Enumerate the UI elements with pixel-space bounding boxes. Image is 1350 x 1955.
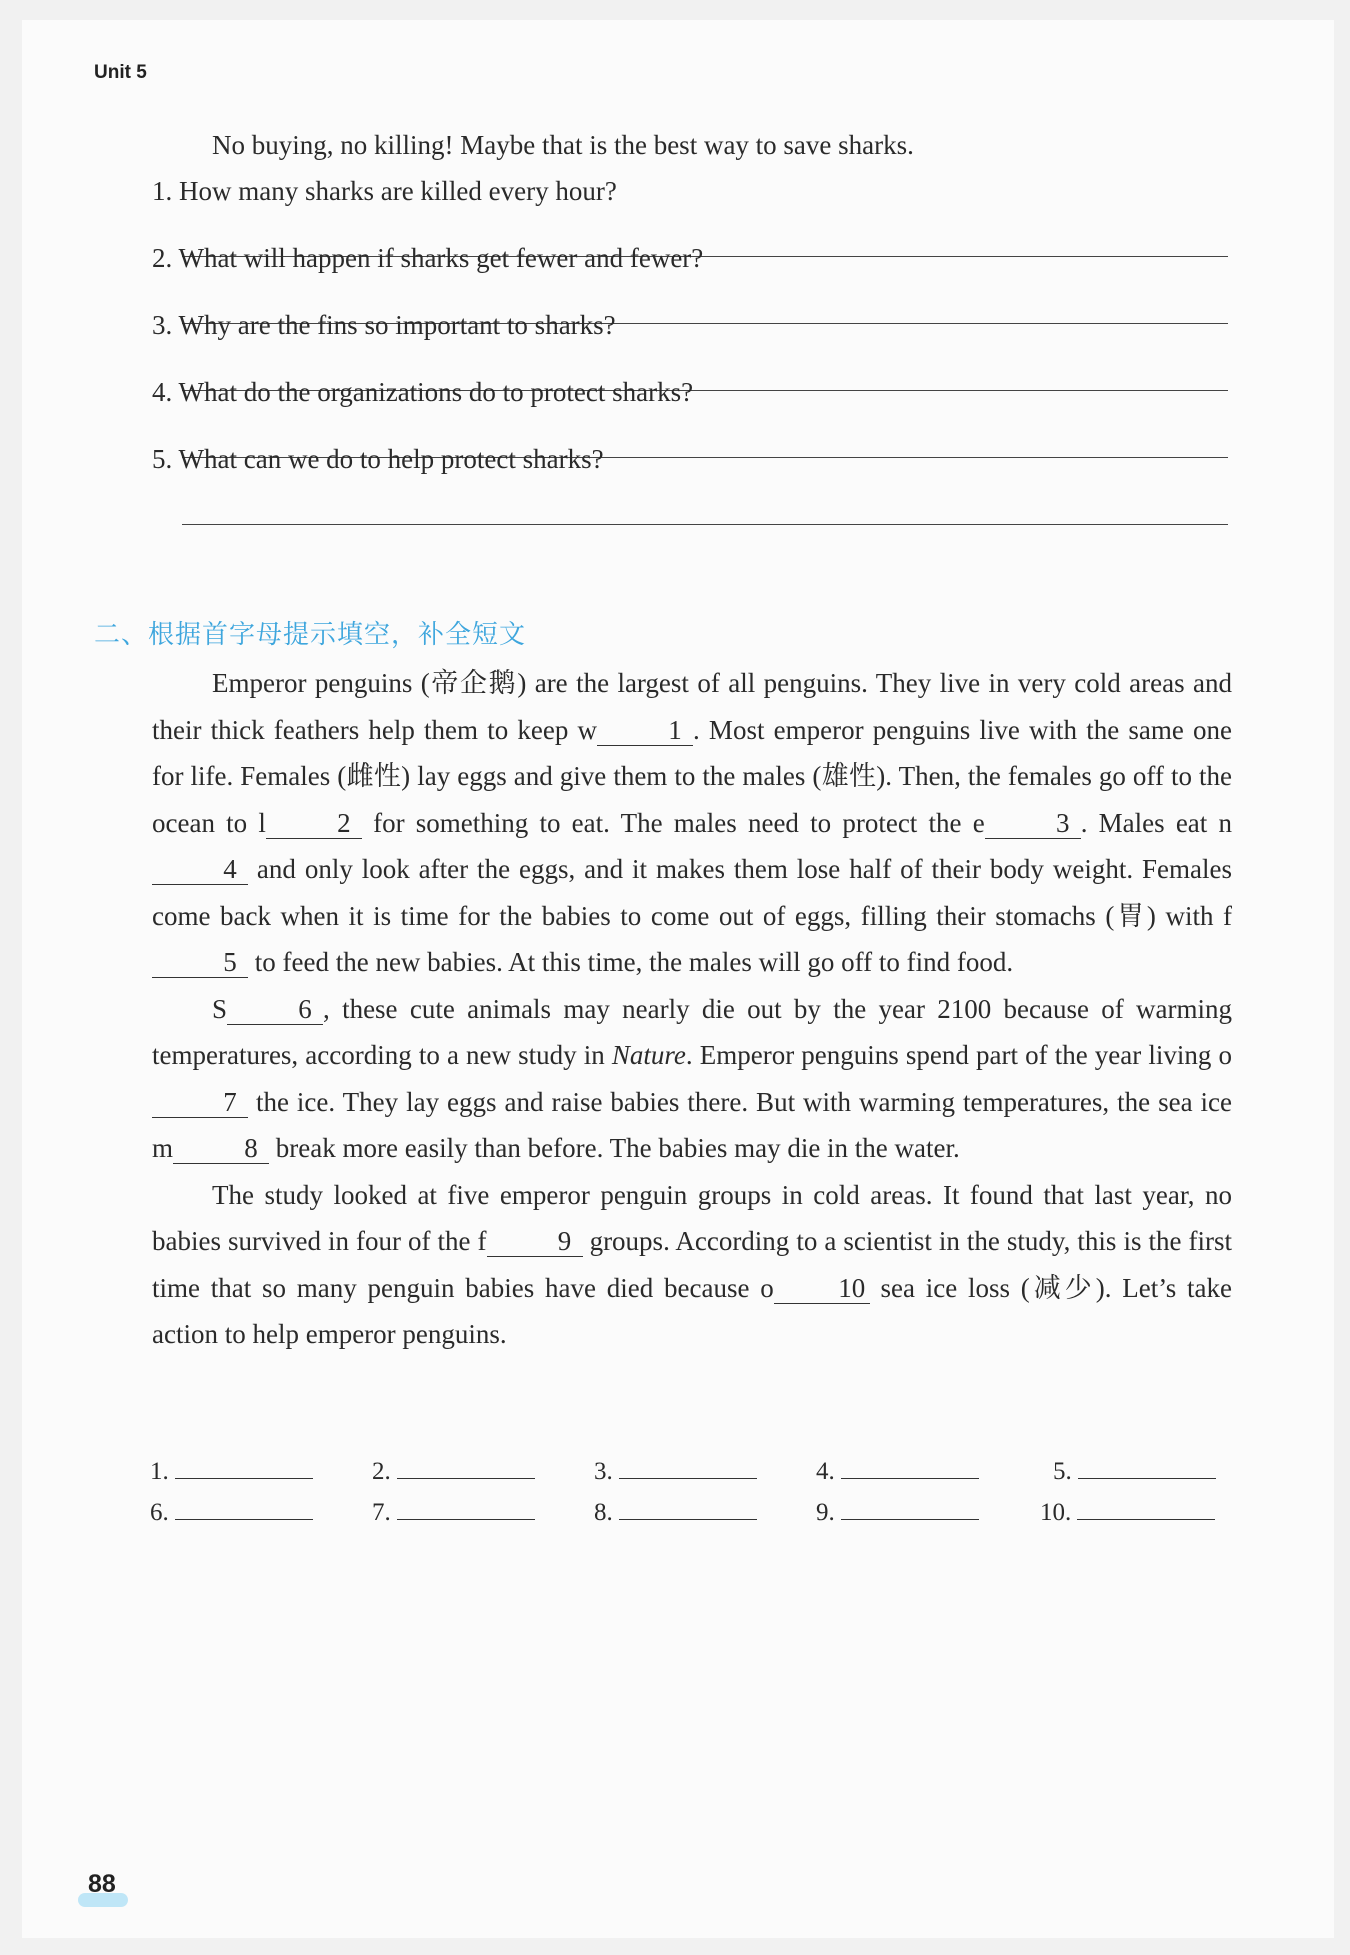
answer-slot-5[interactable]: 5.	[1053, 1452, 1216, 1486]
answer-slot-10[interactable]: 10.	[1040, 1493, 1215, 1527]
question-5	[152, 442, 1228, 476]
answer-line[interactable]	[841, 1452, 979, 1479]
answer-slot-4[interactable]: 4.	[816, 1452, 979, 1486]
blank-7[interactable]: 7	[152, 1087, 248, 1118]
answer-line[interactable]	[1078, 1452, 1216, 1479]
journal-name: Nature	[611, 1040, 686, 1070]
answer-slot-8[interactable]: 8.	[594, 1493, 757, 1527]
question-text: 3. Why are the fins so important to sharks?	[152, 310, 616, 340]
blank-10[interactable]: 10	[774, 1273, 870, 1304]
question-text: 5. What can we do to help protect sharks?	[152, 444, 604, 474]
answer-line[interactable]	[397, 1452, 535, 1479]
blank-6[interactable]: 6	[227, 994, 323, 1025]
lead-sentence: No buying, no killing! Maybe that is the best way to save sharks.	[212, 130, 914, 160]
question-text: 1. How many sharks are killed every hour?	[152, 176, 617, 206]
answer-line[interactable]	[619, 1452, 757, 1479]
answer-line[interactable]	[841, 1493, 979, 1520]
question-text: 2. What will happen if sharks get fewer and fewer?	[152, 243, 704, 273]
passage	[152, 660, 1232, 1358]
section-title: 二、根据首字母提示填空，补全短文	[94, 620, 527, 650]
answer-line[interactable]	[175, 1452, 313, 1479]
paragraph-2: S 6 , these cute animals may nearly die out by the year 2100 because of warming temperatures, according to a new study in Nature. Emperor penguins spend part of the year living o7 the ice. They lay eggs and raise babies there. But with warming temperatures, the sea ice m 8 break more easily than before. The babies may die in the water.	[152, 993, 1232, 1163]
question-4	[152, 375, 1228, 409]
question-1	[152, 174, 1228, 208]
answer-line[interactable]	[1077, 1493, 1215, 1520]
answer-line[interactable]	[182, 524, 1228, 525]
answer-slot-2[interactable]: 2.	[372, 1452, 535, 1486]
blank-1[interactable]: 1	[597, 715, 693, 746]
blank-3[interactable]: 3	[985, 808, 1081, 839]
question-2	[152, 241, 1228, 275]
answer-line[interactable]	[619, 1493, 757, 1520]
blank-2[interactable]: 2	[266, 808, 362, 839]
answer-slot-3[interactable]: 3.	[594, 1452, 757, 1486]
blank-4[interactable]: 4	[152, 854, 248, 885]
answer-slot-9[interactable]: 9.	[816, 1493, 979, 1527]
answer-line[interactable]	[175, 1493, 313, 1520]
answer-line[interactable]	[397, 1493, 535, 1520]
question-text: 4. What do the organizations do to protect sharks?	[152, 377, 694, 407]
answer-slot-7[interactable]: 7.	[372, 1493, 535, 1527]
blank-5[interactable]: 5	[152, 947, 248, 978]
paragraph-1: Emperor penguins (帝企鹅) are the largest of all penguins. They live in very cold areas and their thick feathers help them to keep w 1 . Most emperor penguins live with the same one for life. Females (雌性) lay eggs and give them to the males (雄性). Then, the females go off to the ocean to l 2 for something to eat. The males need to protect the e 3 . Males eat n4 and only look after the eggs, and it makes them lose half of their body weight. Females come back when it is time for the babies to come out of eggs, filling their stomachs (胃) with f5 to feed the new babies. At this time, the males will go off to find food.	[152, 668, 1232, 977]
page-number: 88	[88, 1870, 116, 1898]
answer-slot-6[interactable]: 6.	[150, 1493, 313, 1527]
unit-label: Unit 5	[94, 62, 147, 83]
blank-8[interactable]: 8	[173, 1133, 269, 1164]
paragraph-3: The study looked at five emperor penguin groups in cold areas. It found that last year, no babies survived in four of the f 9 groups. According to a scientist in the study, this is the first time that so many penguin babies have died because o 10 sea ice loss (减少). Let’s take action to help emperor penguins.	[152, 1179, 1233, 1349]
answer-slot-1[interactable]: 1.	[150, 1452, 313, 1486]
question-3	[152, 308, 1228, 342]
blank-9[interactable]: 9	[487, 1226, 583, 1257]
